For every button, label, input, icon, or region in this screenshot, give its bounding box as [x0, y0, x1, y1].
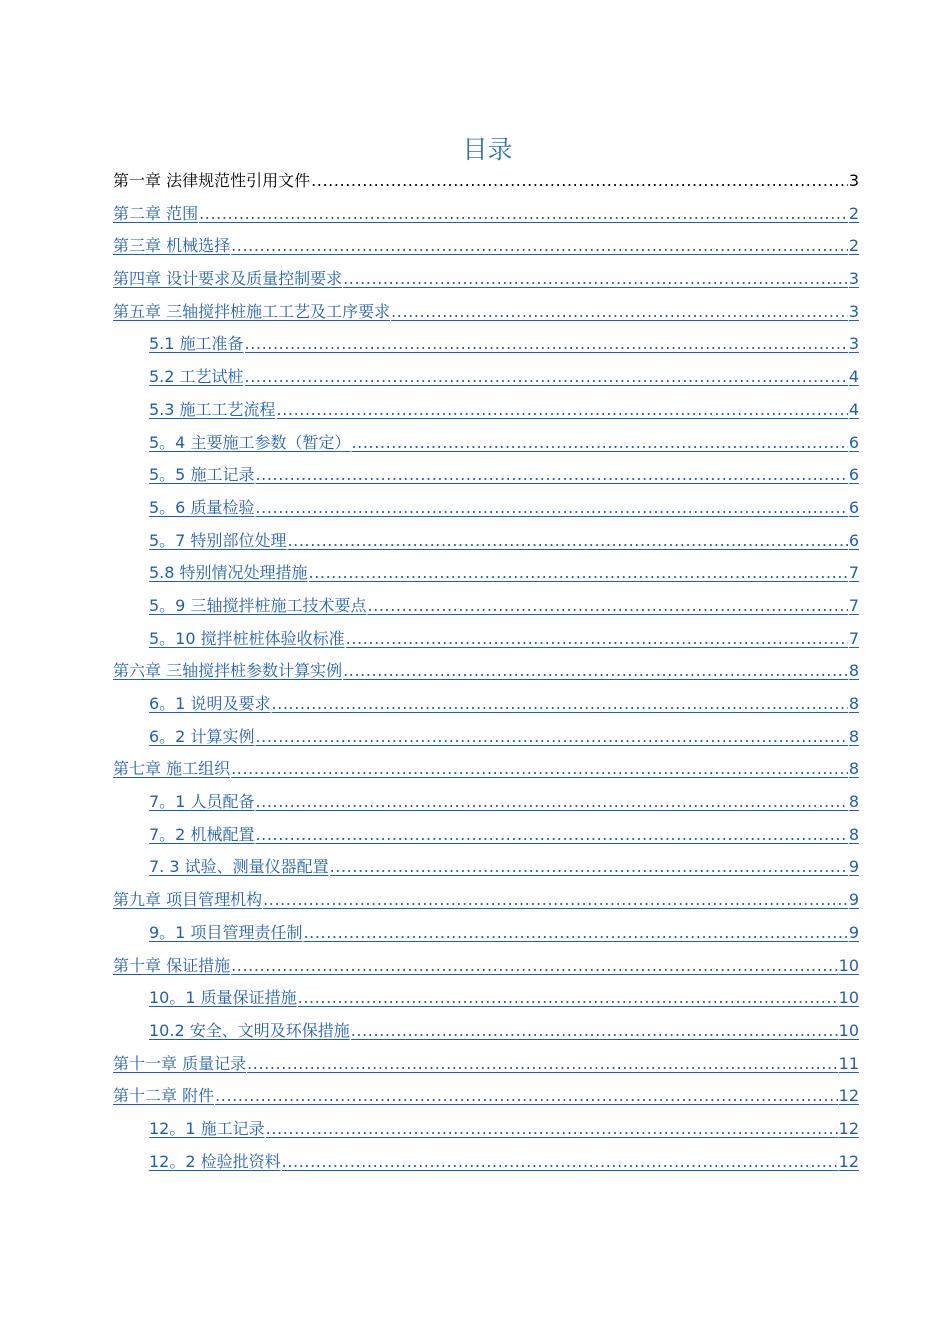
toc-entry[interactable]: [113, 788, 859, 821]
toc-entry-label: 5.1 施工准备: [149, 334, 244, 354]
toc-entry-label: 5。7 特别部位处理: [149, 530, 287, 550]
toc-entry-label: 第十一章 质量记录: [113, 1053, 247, 1073]
toc-entry-label: 6。1 说明及要求: [149, 694, 271, 713]
toc-entry-label: 5。9 三轴搅拌桩施工技术要点: [149, 595, 367, 615]
toc-dot-leader: [247, 1050, 838, 1078]
toc-entry[interactable]: [113, 461, 859, 494]
toc-entry[interactable]: [113, 919, 859, 952]
toc-entry-page-number: 10: [838, 955, 859, 975]
toc-dot-leader: [330, 853, 848, 881]
toc-entry[interactable]: [113, 527, 859, 560]
toc-title: 目录: [462, 135, 513, 164]
toc-entry-page-number: 7: [848, 563, 859, 583]
toc-entry-page-number: 8: [848, 824, 859, 844]
toc-entry-page-number: 3: [848, 171, 859, 190]
toc-entry[interactable]: [113, 1115, 859, 1148]
toc-dot-leader: [287, 527, 847, 555]
toc-entry[interactable]: [113, 984, 859, 1017]
toc-dot-leader: [311, 167, 848, 195]
toc-entry-page-number: 9: [848, 922, 859, 942]
toc-entry-label: 第一章 法律规范性引用文件: [113, 171, 311, 190]
toc-dot-leader: [245, 330, 848, 358]
toc-entry-label: 5.8 特别情况处理措施: [149, 563, 308, 583]
toc-entry-label: 第二章 范围: [113, 203, 199, 223]
toc-entry-page-number: 3: [848, 301, 859, 321]
toc-entry-page-number: 8: [848, 792, 859, 812]
toc-dot-leader: [351, 1017, 838, 1045]
toc-entry-page-number: 12: [838, 1118, 859, 1138]
toc-dot-leader: [263, 886, 848, 914]
toc-entry[interactable]: [113, 723, 859, 756]
toc-entry[interactable]: [113, 952, 859, 985]
toc-entry[interactable]: [113, 265, 859, 298]
toc-entry[interactable]: [113, 1017, 859, 1050]
toc-dot-leader: [367, 592, 847, 620]
toc-entry: [113, 167, 859, 200]
toc-entry-label: 12。2 检验批资料: [149, 1151, 281, 1171]
toc-entry[interactable]: [113, 657, 859, 690]
toc-dot-leader: [271, 690, 847, 718]
toc-dot-leader: [346, 625, 848, 653]
toc-entry-label: 7。2 机械配置: [149, 824, 255, 844]
toc-dot-leader: [343, 657, 848, 685]
toc-entry-page-number: 4: [848, 367, 859, 387]
toc-dot-leader: [343, 265, 848, 293]
toc-dot-leader: [231, 232, 848, 260]
toc-entry[interactable]: [113, 755, 859, 788]
toc-entry-label: 5。5 施工记录: [149, 465, 255, 485]
toc-entry-page-number: 8: [848, 759, 859, 779]
toc-entry[interactable]: [113, 200, 859, 233]
toc-entry-label: 第十章 保证措施: [113, 955, 231, 975]
toc-entry-page-number: 12: [838, 1086, 859, 1106]
toc-entry-label: 第五章 三轴搅拌桩施工工艺及工序要求: [113, 301, 391, 321]
toc-entry[interactable]: [113, 625, 859, 658]
toc-entry-label: 9。1 项目管理责任制: [149, 922, 303, 942]
toc-entry-page-number: 6: [848, 497, 859, 517]
toc-dot-leader: [266, 1115, 838, 1143]
toc-entry-label: 10.2 安全、文明及环保措施: [149, 1020, 350, 1040]
toc-dot-leader: [255, 821, 847, 849]
toc-entry-page-number: 3: [848, 269, 859, 289]
toc-entry-page-number: 4: [848, 399, 859, 419]
toc-dot-leader: [231, 952, 838, 980]
toc-dot-leader: [351, 429, 847, 457]
toc-entry-label: 6。2 计算实例: [149, 726, 255, 746]
toc-dot-leader: [391, 298, 848, 326]
toc-entry-page-number: 2: [848, 236, 859, 256]
toc-entry-page-number: 2: [848, 203, 859, 223]
toc-entry[interactable]: [113, 232, 859, 265]
toc-dot-leader: [199, 200, 848, 228]
toc-dot-leader: [255, 494, 847, 522]
toc-entry-label: 10。1 质量保证措施: [149, 988, 297, 1008]
toc-entry-page-number: 12: [838, 1151, 859, 1171]
toc-entry[interactable]: [113, 330, 859, 363]
toc-entry[interactable]: [113, 559, 859, 592]
toc-entry-label: 第四章 设计要求及质量控制要求: [113, 269, 343, 289]
toc-entry[interactable]: [113, 1050, 859, 1083]
toc-dot-leader: [245, 363, 848, 391]
toc-entry-page-number: 10: [838, 1020, 859, 1040]
toc-entry-page-number: 8: [848, 661, 859, 681]
toc-entry-label: 第九章 项目管理机构: [113, 890, 263, 910]
toc-entry-label: 第七章 施工组织: [113, 759, 231, 779]
toc-entry[interactable]: [113, 363, 859, 396]
toc-entry[interactable]: [113, 853, 859, 886]
toc-entry-page-number: 7: [848, 628, 859, 648]
toc-entry-page-number: 10: [838, 988, 859, 1008]
toc-entry[interactable]: [113, 1082, 859, 1115]
toc-dot-leader: [231, 755, 848, 783]
toc-entry-label: 5。10 搅拌桩桩体验收标准: [149, 628, 345, 648]
toc-entry-label: 第三章 机械选择: [113, 236, 231, 256]
toc-entry[interactable]: [113, 1148, 859, 1181]
toc-entry-label: 第十二章 附件: [113, 1086, 215, 1106]
toc-entry[interactable]: [113, 429, 859, 462]
toc-entry-page-number: 8: [848, 726, 859, 746]
toc-dot-leader: [277, 396, 848, 424]
toc-entry-page-number: 3: [848, 334, 859, 354]
toc-dot-leader: [303, 919, 847, 947]
toc-dot-leader: [215, 1082, 838, 1110]
toc-entry-label: 7. 3 试验、测量仪器配置: [149, 857, 329, 877]
toc-entry-page-number: 9: [848, 890, 859, 910]
toc-entry-label: 12。1 施工记录: [149, 1118, 265, 1138]
toc-dot-leader: [255, 788, 847, 816]
toc-entry-page-number: 7: [848, 595, 859, 615]
toc-entry-page-number: 6: [848, 465, 859, 485]
toc-entry[interactable]: [113, 592, 859, 625]
toc-entry-label: 第六章 三轴搅拌桩参数计算实例: [113, 661, 343, 681]
toc-entry-label: 7。1 人员配备: [149, 792, 255, 812]
toc-entry[interactable]: [113, 298, 859, 331]
toc-dot-leader: [309, 559, 848, 587]
toc-entry-label: 5。4 主要施工参数（暂定）: [149, 432, 351, 452]
toc-dot-leader: [255, 723, 847, 751]
toc-dot-leader: [282, 1148, 838, 1176]
toc-entry[interactable]: [113, 690, 859, 723]
toc-entry-page-number: 6: [848, 432, 859, 452]
toc-entry-label: 5。6 质量检验: [149, 497, 255, 517]
toc-entry[interactable]: [113, 494, 859, 527]
toc-entry[interactable]: [113, 396, 859, 429]
toc-list: [113, 167, 859, 1180]
toc-entry-label: 5.3 施工工艺流程: [149, 399, 276, 419]
toc-entry-page-number: 11: [838, 1053, 859, 1073]
toc-entry[interactable]: [113, 821, 859, 854]
toc-entry-label: 5.2 工艺试桩: [149, 367, 244, 387]
toc-entry-page-number: 6: [848, 530, 859, 550]
toc-entry[interactable]: [113, 886, 859, 919]
toc-entry-page-number: 8: [848, 694, 859, 713]
toc-dot-leader: [255, 461, 847, 489]
toc-dot-leader: [298, 984, 838, 1012]
toc-entry-page-number: 9: [848, 857, 859, 877]
